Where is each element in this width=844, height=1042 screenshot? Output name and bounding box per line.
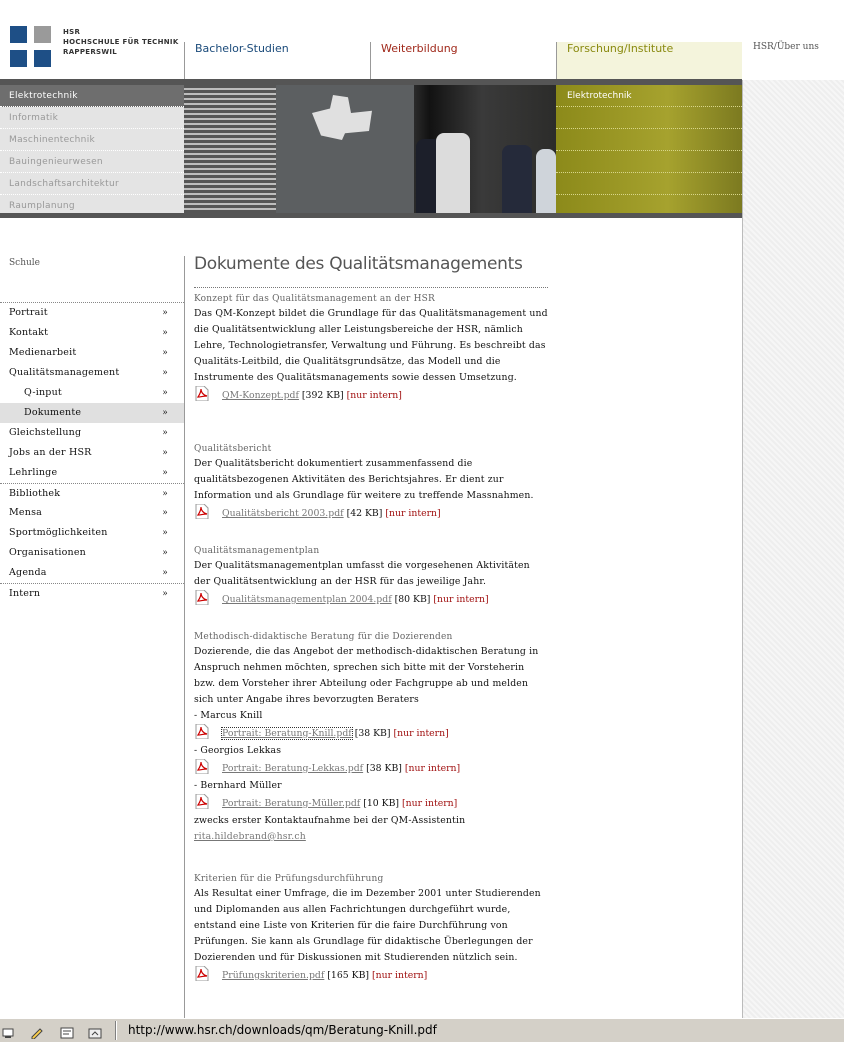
sidebar-item-kontakt[interactable] bbox=[0, 323, 184, 343]
sidebar-item-label: Bibliothek bbox=[9, 488, 61, 499]
header-photo bbox=[184, 85, 556, 215]
department-nav bbox=[0, 85, 184, 217]
sidebar-item-mensa[interactable] bbox=[0, 503, 184, 523]
sidebar-item-label: Organisationen bbox=[9, 547, 87, 558]
nav-bachelor[interactable]: Bachelor-Studien bbox=[184, 42, 370, 80]
pdf-icon[interactable] bbox=[194, 794, 210, 809]
download-link[interactable]: Portrait: Beratung-Knill.pdf bbox=[222, 728, 352, 739]
arrow-icon: » bbox=[162, 308, 168, 318]
sidebar-item-label: Portrait bbox=[9, 307, 48, 318]
sidebar-item-label: Medienarbeit bbox=[9, 347, 77, 358]
sidebar-item-qualitaetsmanagement[interactable] bbox=[0, 363, 184, 383]
download-link[interactable]: Qualitätsmanagementplan 2004.pdf bbox=[222, 594, 392, 605]
sidebar-item-portrait[interactable] bbox=[0, 303, 184, 323]
advisor-name: - Bernhard Müller bbox=[194, 780, 282, 791]
download-row bbox=[194, 794, 548, 813]
network-icon[interactable] bbox=[2, 1024, 16, 1036]
arrow-icon: » bbox=[162, 428, 168, 438]
sidebar-item-agenda[interactable] bbox=[0, 563, 184, 583]
arrow-icon: » bbox=[162, 589, 168, 599]
download-row bbox=[194, 966, 548, 985]
main-content bbox=[194, 252, 548, 985]
photo-person bbox=[536, 149, 556, 215]
sidebar-item-medienarbeit[interactable] bbox=[0, 343, 184, 363]
arrow-icon: » bbox=[162, 388, 168, 398]
advisor-name: - Marcus Knill bbox=[194, 710, 263, 721]
download-link[interactable]: Prüfungskriterien.pdf bbox=[222, 970, 325, 981]
sidebar-item-jobs[interactable] bbox=[0, 443, 184, 463]
section-text: Das QM-Konzept bildet die Grundlage für das Qualitätsmanagement und die Qualitätsentwicklung aller Leistungsbereiche der HSR, nämlich Lehre, Technologietransfer, Verwaltung und Führung. Es beschreibt das Qualitäts-Leitbild, die Qualitätsgrundsätze, das Modell und die Instrumente des Qualitätsmanagements sowie dessen Umsetzung. bbox=[194, 308, 548, 383]
download-row bbox=[194, 590, 548, 609]
file-size: [165 KB] bbox=[327, 970, 370, 981]
dept-maschinentechnik[interactable]: Maschinentechnik bbox=[0, 129, 184, 151]
right-pattern-strip bbox=[742, 80, 844, 1018]
arrow-icon: » bbox=[162, 568, 168, 578]
sidebar-item-lehrlinge[interactable] bbox=[0, 463, 184, 483]
photo-person bbox=[436, 133, 470, 215]
download-row bbox=[194, 724, 548, 743]
section-text: Der Qualitätsmanagementplan umfasst die vorgesehenen Aktivitäten der Qualitätsentwicklung an der HSR für das jeweilige Jahr. bbox=[194, 560, 530, 587]
download-row bbox=[194, 759, 548, 778]
dept-elektrotechnik[interactable]: Elektrotechnik bbox=[0, 85, 184, 107]
logo-line: HSR bbox=[63, 28, 81, 36]
arrow-icon: » bbox=[162, 408, 168, 418]
hsr-logo[interactable] bbox=[10, 26, 54, 70]
sidebar-item-organisationen[interactable] bbox=[0, 543, 184, 563]
sidebar-item-label: Qualitätsmanagement bbox=[9, 367, 120, 378]
logo-text bbox=[63, 27, 179, 57]
arrow-icon: » bbox=[162, 368, 168, 378]
file-size: [80 KB] bbox=[394, 594, 431, 605]
pdf-icon[interactable] bbox=[194, 590, 210, 605]
highlight-row bbox=[556, 151, 742, 173]
dept-informatik[interactable]: Informatik bbox=[0, 107, 184, 129]
file-size: [392 KB] bbox=[301, 390, 344, 401]
status-url: http://www.hsr.ch/downloads/qm/Beratung-Knill.pdf bbox=[128, 1023, 437, 1037]
highlight-row bbox=[556, 173, 742, 195]
download-row bbox=[194, 504, 548, 523]
arrow-icon: » bbox=[162, 489, 168, 499]
section-text: Als Resultat einer Umfrage, die im Dezember 2001 unter Studierenden und Diplomanden aus allen Fachrichtungen durchgeführt wurde, entstand eine Liste von Kriterien für die faire Durchführung von Prüfungen. Sie kann als Grundlage für didaktische Überlegungen der Dozierenden und für Diskussionen mit Studierenden nützlich sein. bbox=[194, 888, 541, 963]
dept-raumplanung[interactable]: Raumplanung bbox=[0, 195, 184, 217]
download-link[interactable]: Portrait: Beratung-Lekkas.pdf bbox=[222, 763, 364, 774]
content-divider bbox=[184, 256, 185, 1018]
arrow-icon: » bbox=[162, 348, 168, 358]
sidebar-item-sport[interactable] bbox=[0, 523, 184, 543]
arrow-icon: » bbox=[162, 528, 168, 538]
bottom-divider bbox=[0, 213, 742, 218]
arrow-icon: » bbox=[162, 508, 168, 518]
highlight-label[interactable]: Elektrotechnik bbox=[556, 85, 742, 107]
dept-landschaftsarchitektur[interactable]: Landschaftsarchitektur bbox=[0, 173, 184, 195]
arrow-icon: » bbox=[162, 328, 168, 338]
page-title: Dokumente des Qualitätsmanagements bbox=[194, 252, 548, 288]
sidebar-item-label: Sportmöglichkeiten bbox=[9, 527, 108, 538]
intern-tag: [nur intern] bbox=[393, 728, 449, 739]
section-heading: Kriterien für die Prüfungsdurchführung bbox=[194, 874, 384, 884]
arrow-icon: » bbox=[162, 468, 168, 478]
sidebar-item-label: Kontakt bbox=[9, 327, 49, 338]
nav-weiterbildung[interactable]: Weiterbildung bbox=[370, 42, 556, 80]
download-link[interactable]: Portrait: Beratung-Müller.pdf bbox=[222, 798, 361, 809]
section-text: Der Qualitätsbericht dokumentiert zusammenfassend die qualitätsbezogenen Aktivitäten des Berichtsjahres. Er dient zur Information und als Grundlage für weitere zu treffende Massnahmen. bbox=[194, 458, 534, 501]
intern-tag: [nur intern] bbox=[404, 763, 461, 774]
sidebar-item-label: Dokumente bbox=[24, 407, 82, 418]
dept-bauingenieurwesen[interactable]: Bauingenieurwesen bbox=[0, 151, 184, 173]
section-pruefungskriterien bbox=[194, 872, 548, 985]
sidebar-item-label: Gleichstellung bbox=[9, 427, 82, 438]
download-row bbox=[194, 386, 548, 405]
email-link[interactable]: rita.hildebrand@hsr.ch bbox=[194, 831, 306, 842]
intern-tag: [nur intern] bbox=[402, 798, 458, 809]
section-beratung bbox=[194, 630, 548, 872]
browser-statusbar bbox=[0, 1018, 844, 1042]
intern-tag: [nur intern] bbox=[433, 594, 489, 605]
pdf-icon[interactable] bbox=[194, 724, 210, 739]
sidebar-item-bibliothek[interactable] bbox=[0, 483, 184, 503]
sidebar-item-gleichstellung[interactable] bbox=[0, 423, 184, 443]
sidebar-item-label: Q-input bbox=[24, 387, 62, 398]
nav-ueber-uns[interactable]: HSR/Über uns bbox=[753, 42, 819, 52]
section-heading: Qualitätsbericht bbox=[194, 444, 272, 454]
advisor-name: - Georgios Lekkas bbox=[194, 745, 282, 756]
section-qm-konzept bbox=[194, 292, 548, 442]
sidebar-item-label: Lehrlinge bbox=[9, 467, 58, 478]
sidebar-item-intern[interactable] bbox=[0, 583, 184, 603]
photo-blinds bbox=[184, 85, 276, 215]
section-qm-plan bbox=[194, 544, 548, 630]
logo-line: HOCHSCHULE FÜR TECHNIK bbox=[63, 38, 179, 46]
file-size: [38 KB] bbox=[366, 763, 402, 774]
contact-text: zwecks erster Kontaktaufnahme bei der QM-Assistentin bbox=[194, 815, 466, 826]
intern-tag: [nur intern] bbox=[385, 508, 441, 519]
photo-person bbox=[502, 145, 532, 215]
sidebar-item-label: Jobs an der HSR bbox=[9, 447, 92, 458]
nav-forschung[interactable]: Forschung/Institute bbox=[556, 42, 742, 80]
arrow-icon: » bbox=[162, 448, 168, 458]
sidebar-section-title: Schule bbox=[9, 258, 41, 268]
highlight-row bbox=[556, 107, 742, 129]
file-size: [10 KB] bbox=[363, 798, 400, 809]
section-heading: Konzept für das Qualitätsmanagement an der HSR bbox=[194, 294, 435, 304]
sidebar-item-label: Mensa bbox=[9, 507, 43, 518]
security-icon[interactable] bbox=[88, 1024, 102, 1036]
file-size: [38 KB] bbox=[354, 728, 391, 739]
status-icons bbox=[0, 1022, 112, 1040]
arrow-icon: » bbox=[162, 548, 168, 558]
edit-icon[interactable] bbox=[30, 1024, 44, 1036]
section-heading: Methodisch-didaktische Beratung für die Dozierenden bbox=[194, 632, 453, 642]
file-size: [42 KB] bbox=[346, 508, 383, 519]
pdf-icon[interactable] bbox=[194, 966, 210, 981]
section-qualitaetsbericht bbox=[194, 442, 548, 544]
sidebar-item-dokumente[interactable] bbox=[0, 403, 184, 423]
statusbar-divider bbox=[115, 1021, 117, 1040]
highlight-panel bbox=[556, 85, 742, 215]
highlight-row bbox=[556, 129, 742, 151]
download-link[interactable]: QM-Konzept.pdf bbox=[222, 390, 299, 401]
logo-line: RAPPERSWIL bbox=[63, 48, 118, 56]
sidebar-item-q-input[interactable] bbox=[0, 383, 184, 403]
pdf-icon[interactable] bbox=[194, 504, 210, 519]
intern-tag: [nur intern] bbox=[372, 970, 428, 981]
section-text: Dozierende, die das Angebot der methodisch-didaktischen Beratung in Anspruch nehmen möchten, sprechen sich bitte mit der Vorsteherin bzw. dem Vorsteher ihrer Abteilung oder Fachgruppe ab und melden sich unter Angabe ihres bevorzugten Beraters bbox=[194, 646, 539, 705]
download-link[interactable]: Qualitätsbericht 2003.pdf bbox=[222, 508, 344, 519]
pdf-icon[interactable] bbox=[194, 386, 210, 401]
intern-tag: [nur intern] bbox=[346, 390, 402, 401]
form-icon[interactable] bbox=[60, 1024, 74, 1036]
section-heading: Qualitätsmanagementplan bbox=[194, 546, 320, 556]
sidebar-menu bbox=[0, 302, 184, 603]
sidebar-item-label: Intern bbox=[9, 588, 41, 599]
pdf-icon[interactable] bbox=[194, 759, 210, 774]
sidebar-item-label: Agenda bbox=[9, 567, 47, 578]
